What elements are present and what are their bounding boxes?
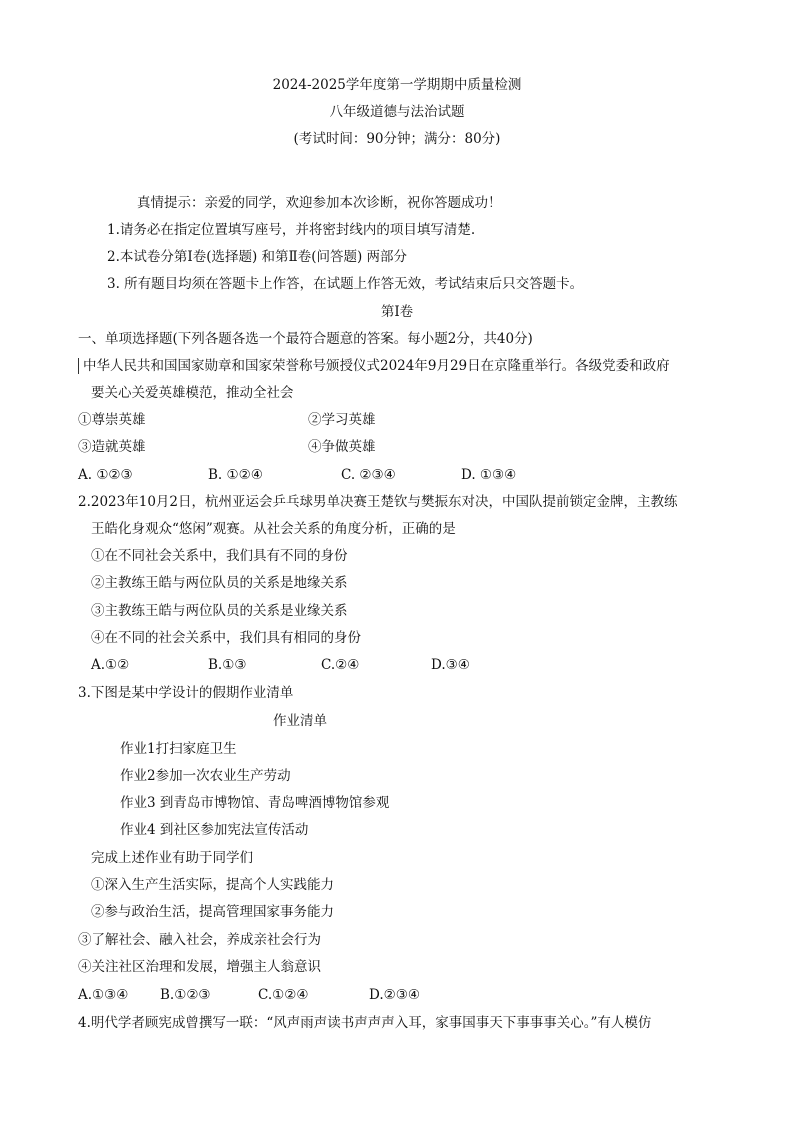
- q1-item-1: ①尊崇英雄: [78, 412, 146, 428]
- q3-option-b: B.①②③: [160, 987, 211, 1003]
- tips-greeting: 真情提示：亲爱的同学，欢迎参加本次诊断，祝你答题成功！: [137, 195, 502, 211]
- q3-item-4: ④关注社区治理和发展，增强主人翁意识: [78, 959, 321, 975]
- q1-option-a: A. ①②③: [78, 467, 133, 483]
- q1-line-2: 要关心关爱英雄模范，推动全社会: [91, 385, 294, 401]
- q4-line-1: 4.明代学者顾宪成曾撰写一联：“风声雨声读书声声声入耳，家事国事天下事事事关心。”有人模仿: [78, 1015, 652, 1031]
- tips-rule-2: 2.本试卷分第Ⅰ卷(选择题) 和第Ⅱ卷(问答题) 两部分: [107, 249, 408, 265]
- q3-item-2: ②参与政治生活，提高管理国家事务能力: [91, 904, 334, 920]
- q3-item-3: ③了解社会、融入社会，养成亲社会行为: [78, 932, 321, 948]
- q3-item-1: ①深入生产生活实际，提高个人实践能力: [91, 877, 334, 893]
- exam-info: (考试时间：90分钟；满分：80分): [293, 131, 501, 147]
- q3-prompt: 完成上述作业有助于同学们: [91, 850, 253, 866]
- q3-option-c: C.①②④: [258, 987, 309, 1003]
- q1-item-2: ②学习英雄: [308, 412, 376, 428]
- q2-option-c: C.②④: [321, 657, 360, 673]
- tips-rule-1: 1.请务必在指定位置填写座号，并将密封线内的项目填写清楚.: [107, 222, 476, 238]
- q2-item-4: ④在不同的社会关系中，我们具有相同的身份: [91, 630, 361, 646]
- exam-subject: 八年级道德与法治试题: [329, 104, 465, 120]
- tips-rule-3: 3. 所有题目均须在答题卡上作答，在试题上作答无效，考试结束后只交答题卡。: [107, 276, 584, 292]
- q2-line-2: 王皓化身观众“悠闲”观赛。从社会关系的角度分析，正确的是: [91, 521, 456, 537]
- section-1-heading: 一、单项选择题(下列各题各选一个最符合题意的答案。每小题2分，共40分): [78, 331, 533, 347]
- q3-task-2: 作业2参加一次农业生产劳动: [120, 768, 291, 784]
- q1-option-d: D. ①③④: [461, 467, 517, 483]
- q3-option-a: A.①③④: [78, 987, 129, 1003]
- q2-item-2: ②主教练王皓与两位队员的关系是地缘关系: [91, 575, 348, 591]
- q2-item-1: ①在不同社会关系中，我们具有不同的身份: [91, 548, 348, 564]
- q2-option-a: A.①②: [91, 657, 130, 673]
- q2-line-1: 2.2023年10月2日，杭州亚运会乒乓球男单决赛王楚钦与樊振东对决，中国队提前锁定金牌，主教练: [78, 494, 678, 510]
- q1-item-4: ④争做英雄: [308, 439, 376, 455]
- text-cursor: [78, 358, 79, 374]
- volume-heading: 第Ⅰ卷: [380, 304, 414, 320]
- q2-option-b: B.①③: [208, 657, 247, 673]
- q2-item-3: ③主教练王皓与两位队员的关系是业缘关系: [91, 603, 348, 619]
- exam-title: 2024-2025学年度第一学期期中质量检测: [272, 77, 522, 93]
- q2-option-d: D.③④: [431, 657, 470, 673]
- q1-line-1: 中华人民共和国国家勋章和国家荣誉称号颁授仪式2024年9月29日在京隆重举行。各级党委和政府: [83, 358, 670, 374]
- q3-task-1: 作业1打扫家庭卫生: [120, 741, 237, 757]
- q1-item-3: ③造就英雄: [78, 439, 146, 455]
- q1-option-b: B. ①②④: [208, 467, 263, 483]
- q3-task-3: 作业3 到青岛市博物馆、青岛啤酒博物馆参观: [120, 795, 390, 811]
- q3-stem: 3.下图是某中学设计的假期作业清单: [78, 685, 294, 701]
- q1-option-c: C. ②③④: [341, 467, 396, 483]
- q3-task-4: 作业4 到社区参加宪法宣传活动: [120, 822, 309, 838]
- q3-option-d: D.②③④: [369, 987, 420, 1003]
- q3-list-title: 作业清单: [273, 713, 327, 729]
